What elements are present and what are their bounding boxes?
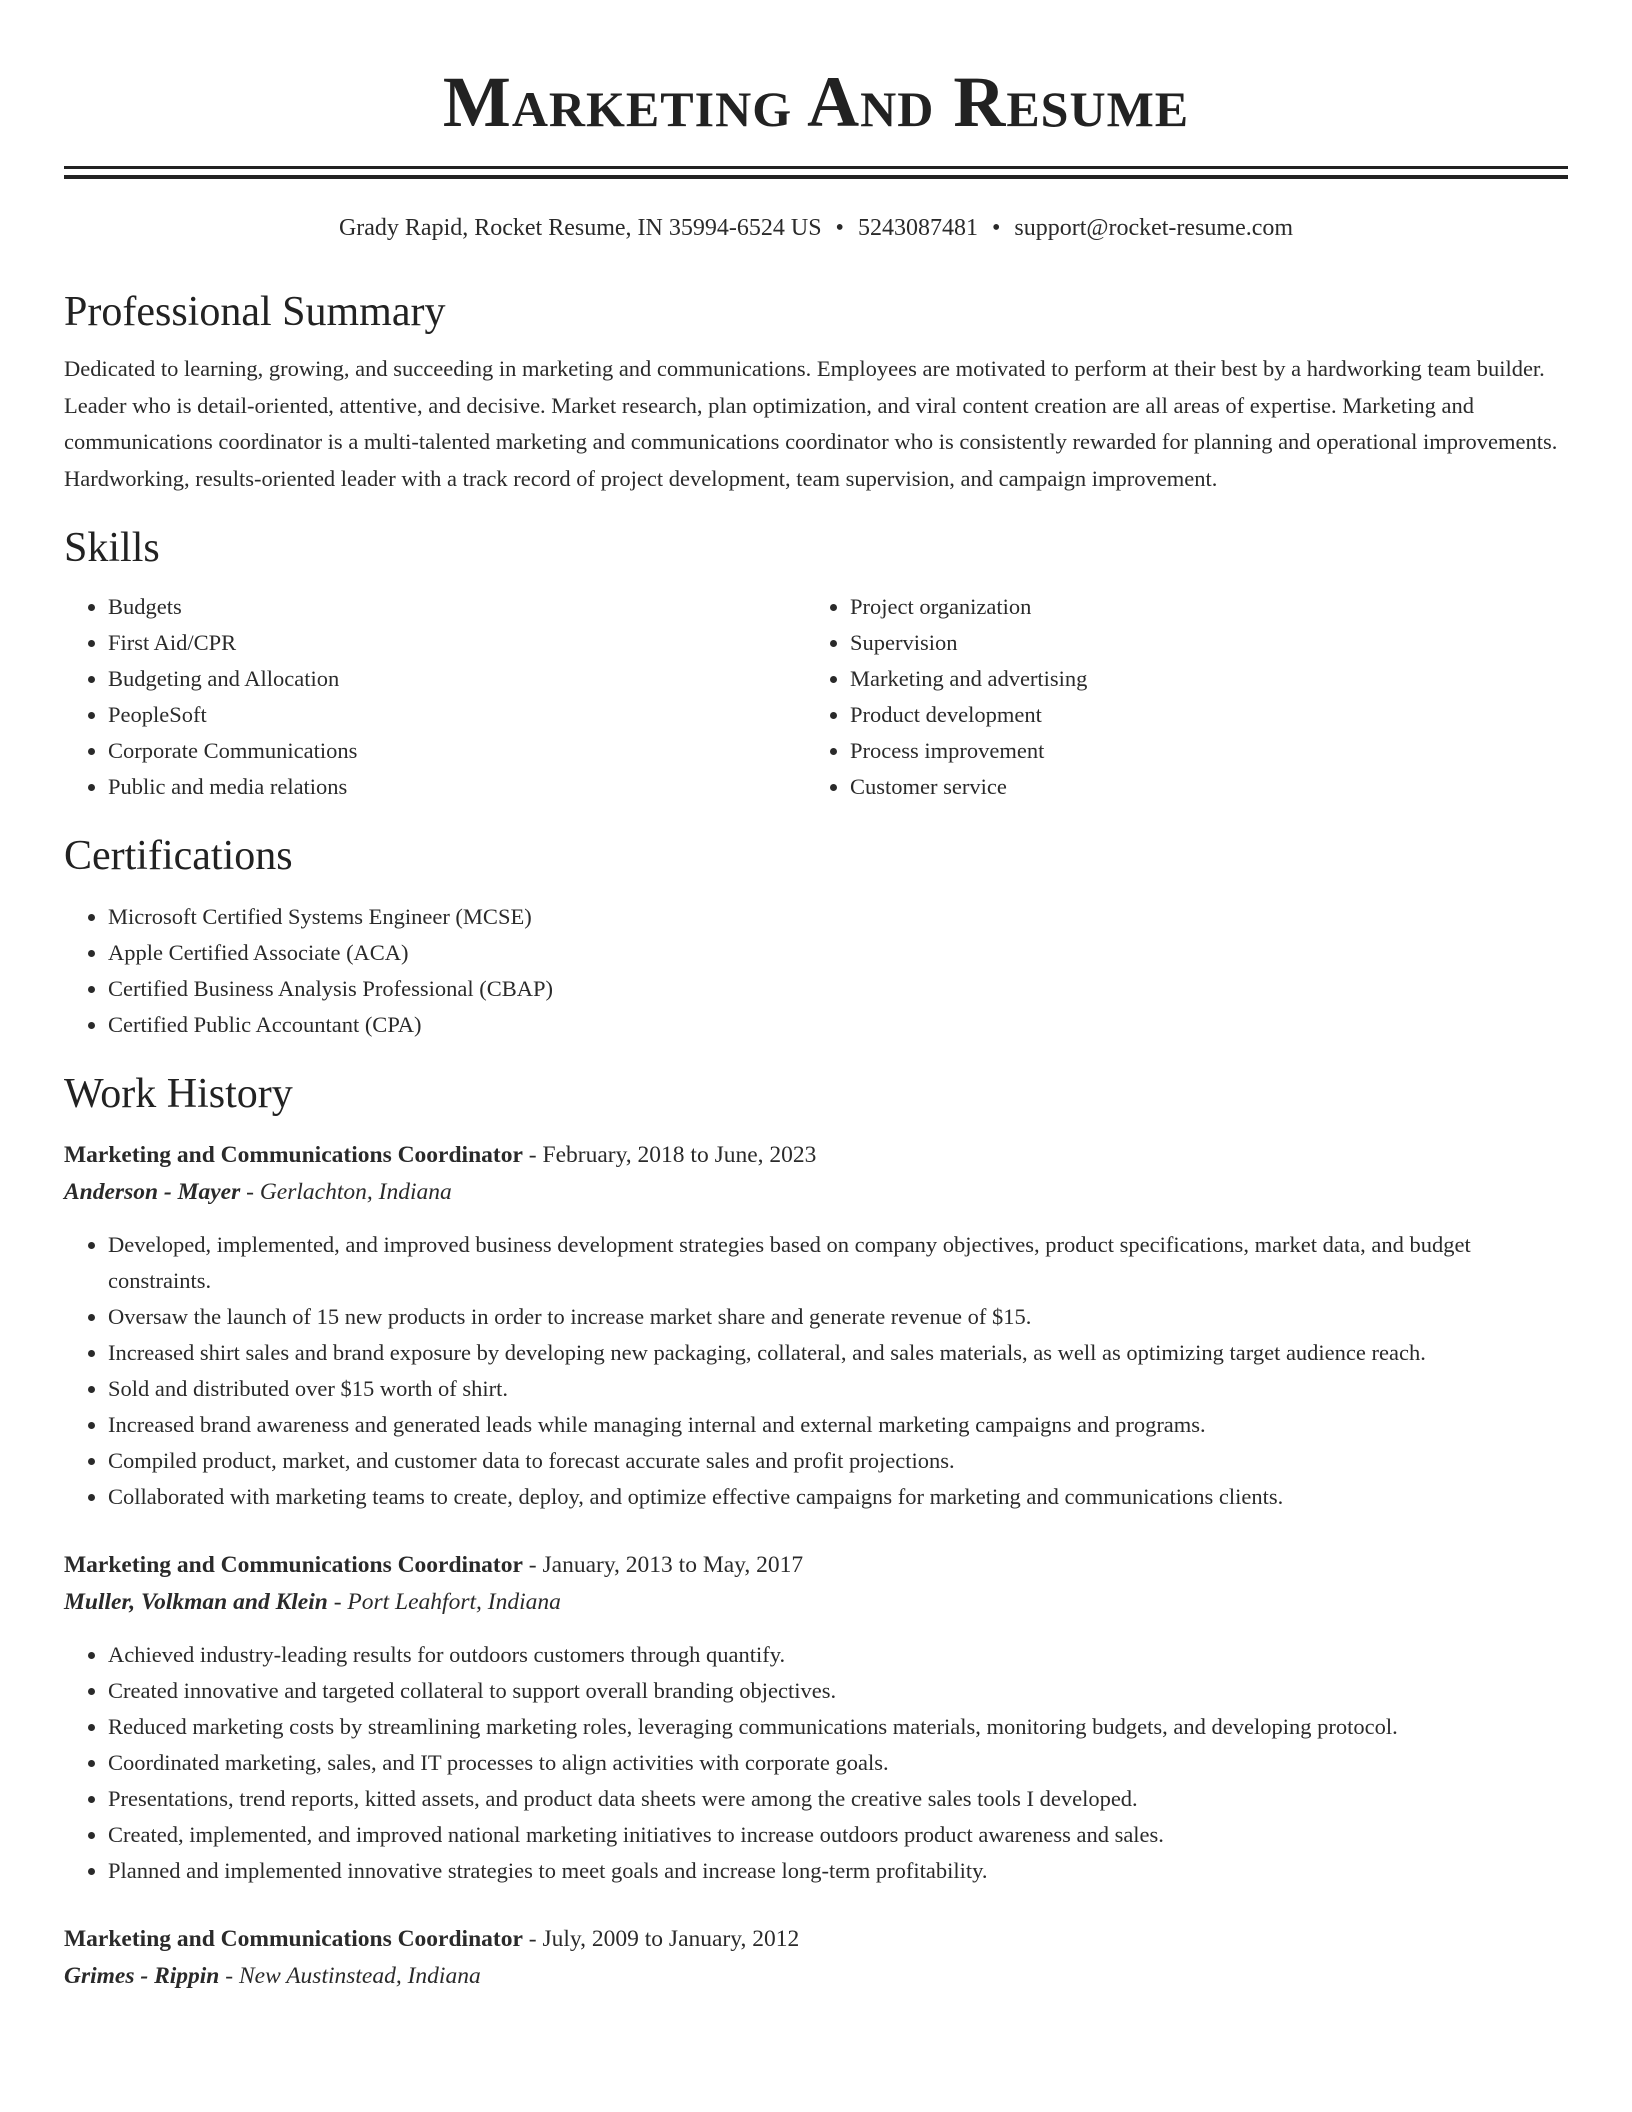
resume-title: Marketing And Resume [442,62,1190,142]
skill-item: • PeopleSoft [108,697,806,733]
job-title-line [64,1137,1568,1174]
resume-page [64,0,1568,1995]
job-duty-item: • Increased shirt sales and brand exposure by developing new packaging, collateral, and sales materials, as well as optimizing target audience reach. [108,1335,1568,1371]
job-duties-list [64,1637,1568,1889]
job-duty-item: • Oversaw the launch of 15 new products in order to increase market share and generate revenue of $15. [108,1299,1568,1335]
employer-line [64,1958,1568,1995]
contact-line [64,213,1568,243]
skills-list [64,589,1568,805]
title-divider-bottom [64,175,1568,179]
job-entry [64,1137,1568,1515]
job-duty-item: • Created innovative and targeted collateral to support overall branding objectives. [108,1673,1568,1709]
skill-item: • First Aid/CPR [108,625,806,661]
contact-phone: 5243087481 [857,215,978,241]
skill-item: • Budgeting and Allocation [108,661,806,697]
job-entry [64,1921,1568,1995]
certifications-list [64,899,1568,1043]
certification-item: • Certified Business Analysis Professional (CBAP) [108,971,1568,1007]
job-duty-item: • Coordinated marketing, sales, and IT processes to align activities with corporate goals. [108,1745,1568,1781]
employer-location: - Gerlachton, Indiana [240,1179,452,1205]
title-divider-top [64,166,1568,169]
skill-item: • Corporate Communications [108,733,806,769]
contact-address: Grady Rapid, Rocket Resume, IN 35994-6524 US [338,215,822,241]
contact-email: support@rocket-resume.com [1014,215,1294,241]
job-title: Marketing and Communications Coordinator [64,1552,523,1578]
contact-separator: • [991,215,1001,241]
job-duty-item: • Presentations, trend reports, kitted assets, and product data sheets were among the creative sales tools I developed. [108,1781,1568,1817]
job-dates: - July, 2009 to January, 2012 [522,1926,800,1952]
job-duty-item: • Compiled product, market, and customer data to forecast accurate sales and profit projections. [108,1443,1568,1479]
skill-item: • Budgets [108,589,806,625]
job-title-line [64,1921,1568,1958]
job-title: Marketing and Communications Coordinator [64,1142,523,1168]
job-duty-item: • Created, implemented, and improved national marketing initiatives to increase outdoors product awareness and sales. [108,1817,1568,1853]
job-duty-item: • Collaborated with marketing teams to create, deploy, and optimize effective campaigns for marketing and communications clients. [108,1479,1568,1515]
certification-item: • Certified Public Accountant (CPA) [108,1007,1568,1043]
employer-line [64,1584,1568,1621]
job-dates: - February, 2018 to June, 2023 [522,1142,817,1168]
job-duty-item: • Planned and implemented innovative strategies to meet goals and increase long-term profitability. [108,1853,1568,1889]
certification-item: • Microsoft Certified Systems Engineer (MCSE) [108,899,1568,935]
employer-location: - Port Leahfort, Indiana [327,1589,561,1615]
work-history-heading: Work History [64,1071,293,1117]
employer-location: - New Austinstead, Indiana [219,1963,481,1989]
certifications-heading: Certifications [64,833,293,879]
skill-item: • Supervision [850,625,1548,661]
skill-item: • Marketing and advertising [850,661,1548,697]
job-duty-item: • Developed, implemented, and improved business development strategies based on company objectives, product specifications, market data, and budget constraints. [108,1227,1568,1299]
summary-heading: Professional Summary [64,289,446,335]
skill-item: • Product development [850,697,1548,733]
job-entry [64,1547,1568,1889]
job-duty-item: • Sold and distributed over $15 worth of shirt. [108,1371,1568,1407]
employer-name: Muller, Volkman and Klein [64,1589,328,1615]
job-title: Marketing and Communications Coordinator [64,1926,523,1952]
skills-column-right [806,589,1548,805]
job-dates: - January, 2013 to May, 2017 [522,1552,804,1578]
employer-line [64,1174,1568,1211]
skill-item: • Process improvement [850,733,1548,769]
skills-heading: Skills [64,525,160,571]
contact-separator: • [835,215,844,241]
employer-name: Anderson - Mayer [64,1179,241,1205]
employer-name: Grimes - Rippin [64,1963,220,1989]
skills-column-left [64,589,806,805]
job-duty-item: • Achieved industry-leading results for outdoors customers through quantify. [108,1637,1568,1673]
summary-text: Dedicated to learning, growing, and succeeding in marketing and communications. Employees are motivated to perform at their best by a hardworking team builder. Leader who is detail-oriented, attentive, and decisive. Market research, plan optimization, and viral content creation are all areas of expertise. Marketing and communications coordinator is a multi-talented marketing and communications coordinator who is consistently rewarded for planning and operational improvements. Hardworking, results-oriented leader with a track record of project development, team supervision, and campaign improvement. [64,356,1558,491]
skill-item: • Project organization [850,589,1548,625]
skill-item: • Public and media relations [108,769,806,805]
skill-item: • Customer service [850,769,1548,805]
work-history-list [64,1137,1568,1995]
job-title-line [64,1547,1568,1584]
job-duty-item: • Increased brand awareness and generated leads while managing internal and external marketing campaigns and programs. [108,1407,1568,1443]
certification-item: • Apple Certified Associate (ACA) [108,935,1568,971]
job-duties-list [64,1227,1568,1515]
job-duty-item: • Reduced marketing costs by streamlining marketing roles, leveraging communications materials, monitoring budgets, and developing protocol. [108,1709,1568,1745]
